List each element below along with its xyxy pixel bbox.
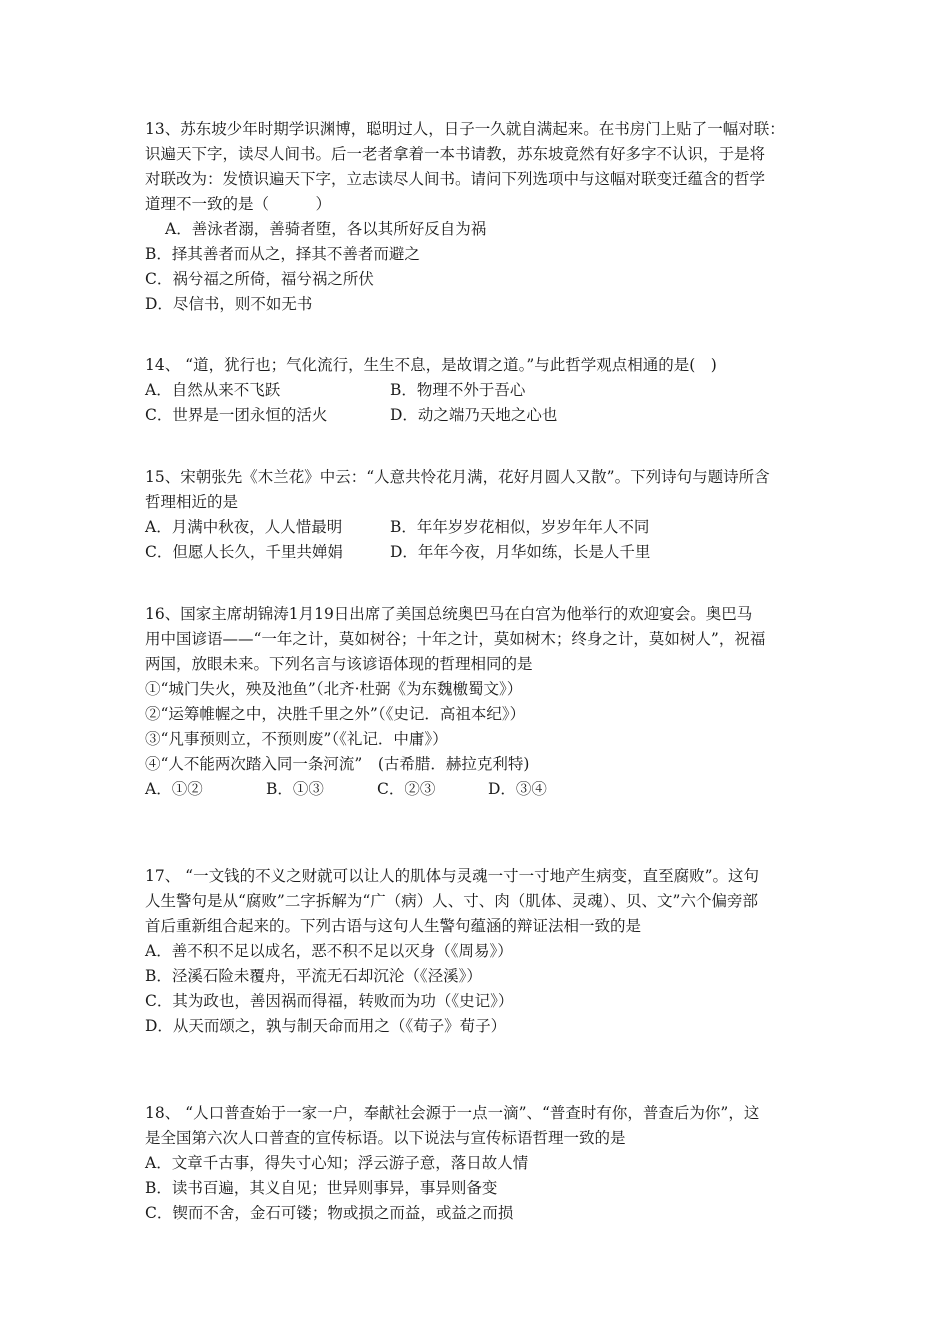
question-13-stem-line: 对联改为：发愤识遍天下字，立志读尽人间书。请问下列选项中与这幅对联变迁蕴含的哲学 xyxy=(145,170,766,188)
question-16-stem-line: 两国，放眼未来。下列名言与该谚语体现的哲理相同的是 xyxy=(145,655,533,673)
question-18-stem-line: 是全国第六次人口普查的宣传标语。以下说法与宣传标语哲理一致的是 xyxy=(145,1129,626,1147)
question-17-stem-line: 人生警句是从“腐败”二字拆解为“广（病）人、寸、肉（肌体、灵魂）、贝、文”六个偏旁部 xyxy=(145,892,758,910)
question-18-option-a: A．文章千古事，得失寸心知；浮云游子意，落日故人情 xyxy=(145,1154,529,1172)
question-15-option-d: D．年年今夜，月华如练，长是人千里 xyxy=(390,543,651,561)
question-13-option-d: D．尽信书，则不如无书 xyxy=(145,295,313,313)
question-14-option-d: D．动之端乃天地之心也 xyxy=(390,406,558,424)
question-17-option-b: B．泾溪石险未覆舟，平流无石却沉沦（《泾溪》） xyxy=(145,967,482,985)
question-18-option-b: B．读书百遍，其义自见；世异则事异，事异则备变 xyxy=(145,1179,498,1197)
question-14-stem-line: 14、 “道，犹行也；气化流行，生生不息，是故谓之道。”与此哲学观点相通的是( ) xyxy=(145,356,717,374)
question-16-item-1: ①“城门失火，殃及池鱼”（北齐·杜弼《为东魏檄蜀文》） xyxy=(145,680,523,698)
question-18-stem-line: 18、 “人口普查始于一家一户，奉献社会源于一点一滴”、“普查时有你，普查后为你”，这 xyxy=(145,1104,760,1122)
question-16-item-2: ②“运筹帷幄之中，决胜千里之外”（《史记．高祖本纪》） xyxy=(145,705,526,723)
question-13-stem-line: 13、苏东坡少年时期学识渊博，聪明过人，日子一久就自满起来。在书房门上贴了一幅对联： xyxy=(145,120,785,138)
question-17-option-c: C．其为政也，善因祸而得福，转败而为功（《史记》） xyxy=(145,992,514,1010)
question-16-stem-line: 用中国谚语——“一年之计，莫如树谷；十年之计，莫如树木；终身之计，莫如树人”，祝福 xyxy=(145,630,766,648)
question-14-option-b: B．物理不外于吾心 xyxy=(390,381,526,399)
question-18-option-c: C．锲而不舍，金石可镂；物或损之而益，或益之而损 xyxy=(145,1204,514,1222)
question-16-option-a: A．①② xyxy=(145,780,203,798)
question-15-stem-line: 15、宋朝张先《木兰花》中云：“人意共怜花月满，花好月圆人又散”。下列诗句与题诗所含 xyxy=(145,468,770,486)
question-16-stem-line: 16、国家主席胡锦涛1月19日出席了美国总统奥巴马在白宫为他举行的欢迎宴会。奥巴马 xyxy=(145,605,753,623)
question-14-option-c: C．世界是一团永恒的活火 xyxy=(145,406,328,424)
question-16-item-3: ③“凡事预则立，不预则废”（《礼记．中庸》） xyxy=(145,730,448,748)
question-16-option-c: C．②③ xyxy=(377,780,436,798)
question-14-option-a: A．自然从来不飞跃 xyxy=(145,381,281,399)
question-17-stem-line: 首后重新组合起来的。下列古语与这句人生警句蕴涵的辩证法相一致的是 xyxy=(145,917,642,935)
question-13-stem-line: 识遍天下字，读尽人间书。后一老者拿着一本书请教，苏东坡竟然有好多字不认识，于是将 xyxy=(145,145,766,163)
question-16-option-d: D．③④ xyxy=(488,780,547,798)
question-15-option-a: A．月满中秋夜，人人惜最明 xyxy=(145,518,343,536)
question-15-option-c: C．但愿人长久，千里共婵娟 xyxy=(145,543,343,561)
question-15-option-b: B．年年岁岁花相似，岁岁年年人不同 xyxy=(390,518,650,536)
question-17-option-a: A．善不积不足以成名，恶不积不足以灭身（《周易》） xyxy=(145,942,513,960)
question-17-option-d: D．从天而颂之，孰与制天命而用之（《荀子》荀子） xyxy=(145,1017,507,1035)
question-13-option-b: B．择其善者而从之，择其不善者而避之 xyxy=(145,245,420,263)
question-17-stem-line: 17、 “一文钱的不义之财就可以让人的肌体与灵魂一寸一寸地产生病变，直至腐败”。这句 xyxy=(145,867,760,885)
question-16-option-b: B．①③ xyxy=(266,780,324,798)
question-13-stem-line: 道理不一致的是（ ） xyxy=(145,195,332,213)
question-16-item-4: ④“人不能两次踏入同一条河流” (古希腊．赫拉克利特) xyxy=(145,755,530,773)
question-13-option-c: C．祸兮福之所倚，福兮祸之所伏 xyxy=(145,270,374,288)
question-15-stem-line: 哲理相近的是 xyxy=(145,493,239,511)
question-13-option-a: A．善泳者溺，善骑者堕，各以其所好反自为祸 xyxy=(165,220,487,238)
